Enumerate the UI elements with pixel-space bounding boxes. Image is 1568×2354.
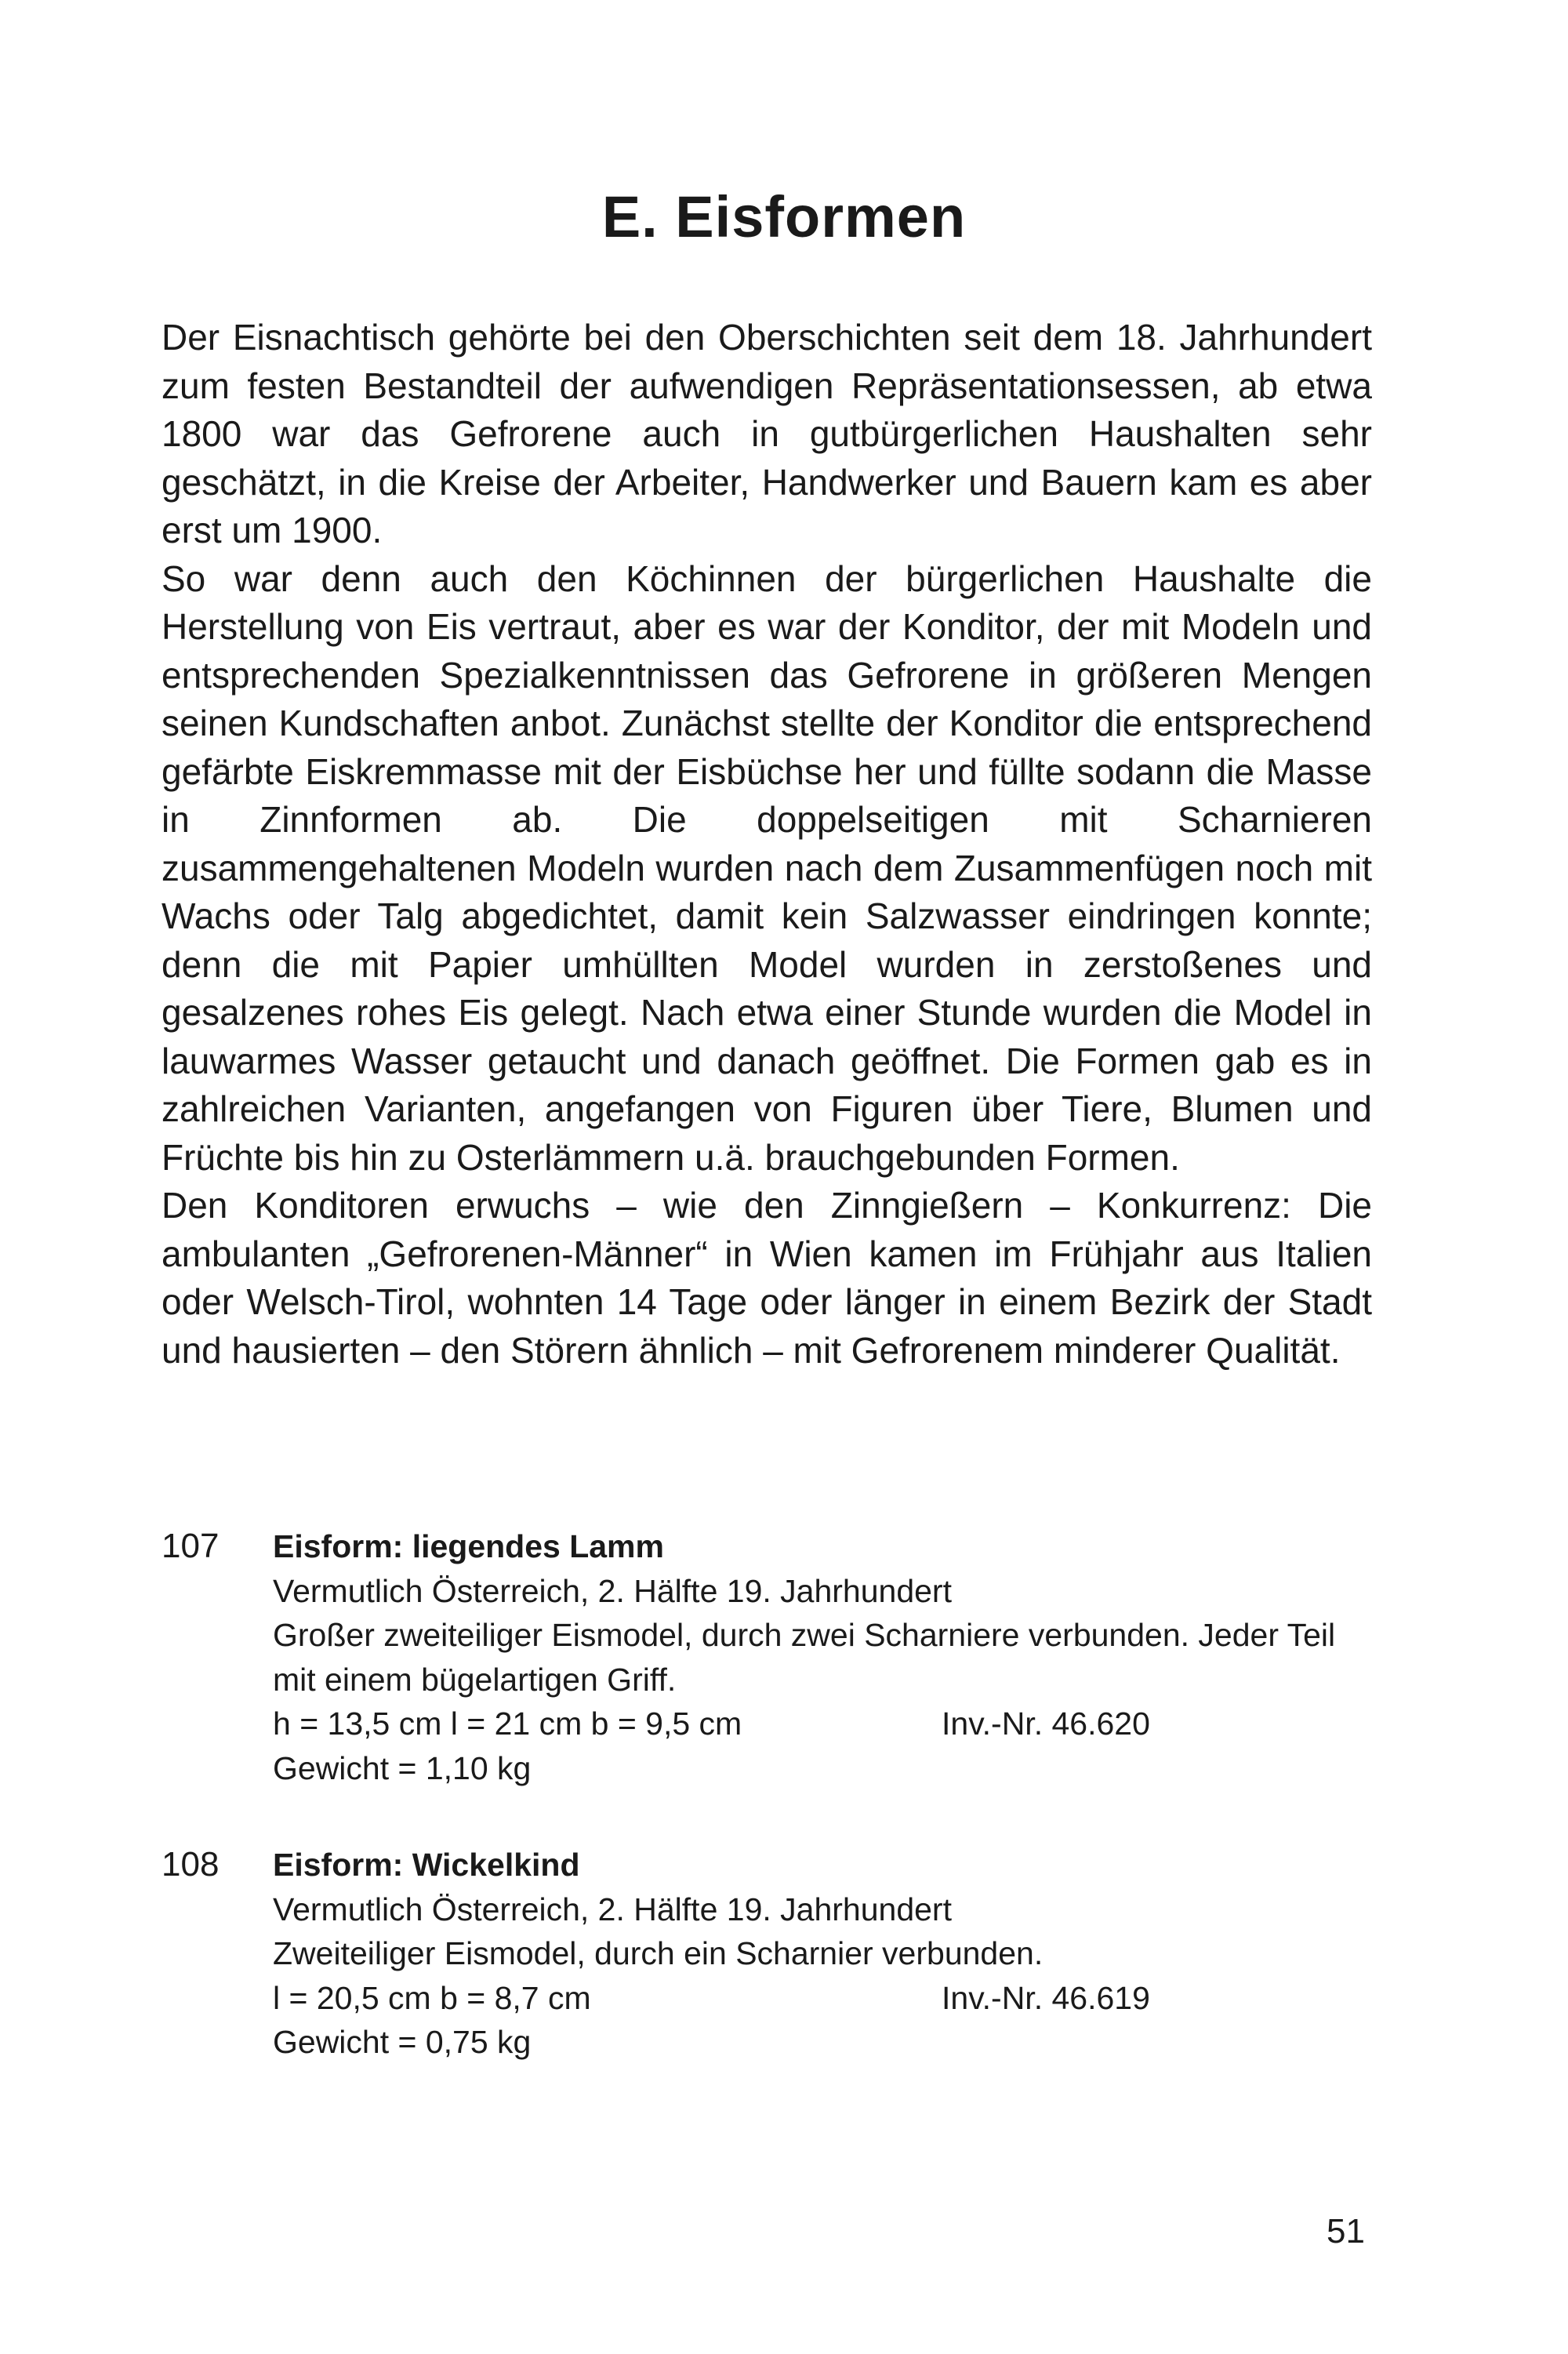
entry-weight: Gewicht = 0,75 kg: [273, 2024, 532, 2060]
entry-measurements: l = 20,5 cm b = 8,7 cm: [273, 1979, 591, 2016]
entry-description: Großer zweiteiliger Eismodel, durch zwei Scharniere verbunden. Jeder Teil mit einem bügelartigen Griff.: [273, 1617, 1336, 1698]
entry-description: Zweiteiliger Eismodel, durch ein Scharnier verbunden.: [273, 1935, 1044, 1971]
entry-origin: Vermutlich Österreich, 2. Hälfte 19. Jahrhundert: [273, 1891, 952, 1927]
entry-measurements: h = 13,5 cm l = 21 cm b = 9,5 cm: [273, 1706, 742, 1742]
page-number: 51: [1327, 2212, 1365, 2250]
entry-content: [273, 1524, 1377, 1790]
entry-measurement-row: [273, 1702, 1377, 1746]
entry-content: [273, 1843, 1377, 2065]
entry-number: 108: [162, 1845, 220, 1884]
entry-heading: Eisform: Wickelkind: [273, 1847, 580, 1883]
paragraph: Den Konditoren erwuchs – wie den Zinngießern – Konkurrenz: Die ambulanten „Gefrorenen-Männer“ in Wien kamen im Frühjahr aus Italien oder Welsch-Tirol, wohnten 14 Tage oder länger in einem Bezirk der Stadt und hausierten – den Störern ähnlich – mit Gefrorenem minderer Qualität.: [162, 1185, 1372, 1371]
paragraph: Der Eisnachtisch gehörte bei den Oberschichten seit dem 18. Jahrhundert zum festen Bestandteil der aufwendigen Repräsentationsessen, ab etwa 1800 war das Gefrorene auch in gutbürgerlichen Haushalten sehr geschätzt, in die Kreise der Arbeiter, Handwerker und Bauern kam es aber erst um 1900.: [162, 317, 1372, 550]
entry-inventory-number: Inv.-Nr. 46.619: [942, 1979, 1150, 2016]
entry-weight: Gewicht = 1,10 kg: [273, 1749, 532, 1786]
entry-inventory-number: Inv.-Nr. 46.620: [942, 1706, 1150, 1742]
entry-number: 107: [162, 1527, 220, 1565]
body-text: [162, 314, 1372, 1375]
entry-heading: Eisform: liegendes Lamm: [273, 1528, 664, 1564]
entry-origin: Vermutlich Österreich, 2. Hälfte 19. Jahrhundert: [273, 1572, 952, 1609]
paragraph: So war denn auch den Köchinnen der bürgerlichen Haushalte die Herstellung von Eis vertraut, aber es war der Konditor, der mit Modeln und entsprechenden Spezialkenntnissen das Gefrorene in größeren Mengen seinen Kundschaften anbot. Zunächst stellte der Konditor die entsprechend gefärbte Eiskremmasse mit der Eisbüchse her und füllte sodann die Masse in Zinnformen ab. Die doppelseitigen mit Scharnieren zusammengehaltenen Modeln wurden nach dem Zusammenfügen noch mit Wachs oder Talg abgedichtet, damit kein Salzwasser eindringen konnte; denn die mit Papier umhüllten Model wurden in zerstoßenes und gesalzenes rohes Eis gelegt. Nach etwa einer Stunde wurden die Model in lauwarmes Wasser getaucht und danach geöffnet. Die Formen gab es in zahlreichen Varianten, angefangen von Figuren über Tiere, Blumen und Früchte bis hin zu Osterlämmern u.ä. brauchgebunden Formen.: [162, 558, 1372, 1178]
page-title: E. Eisformen: [601, 184, 967, 249]
entry-measurement-row: [273, 1976, 1377, 2021]
